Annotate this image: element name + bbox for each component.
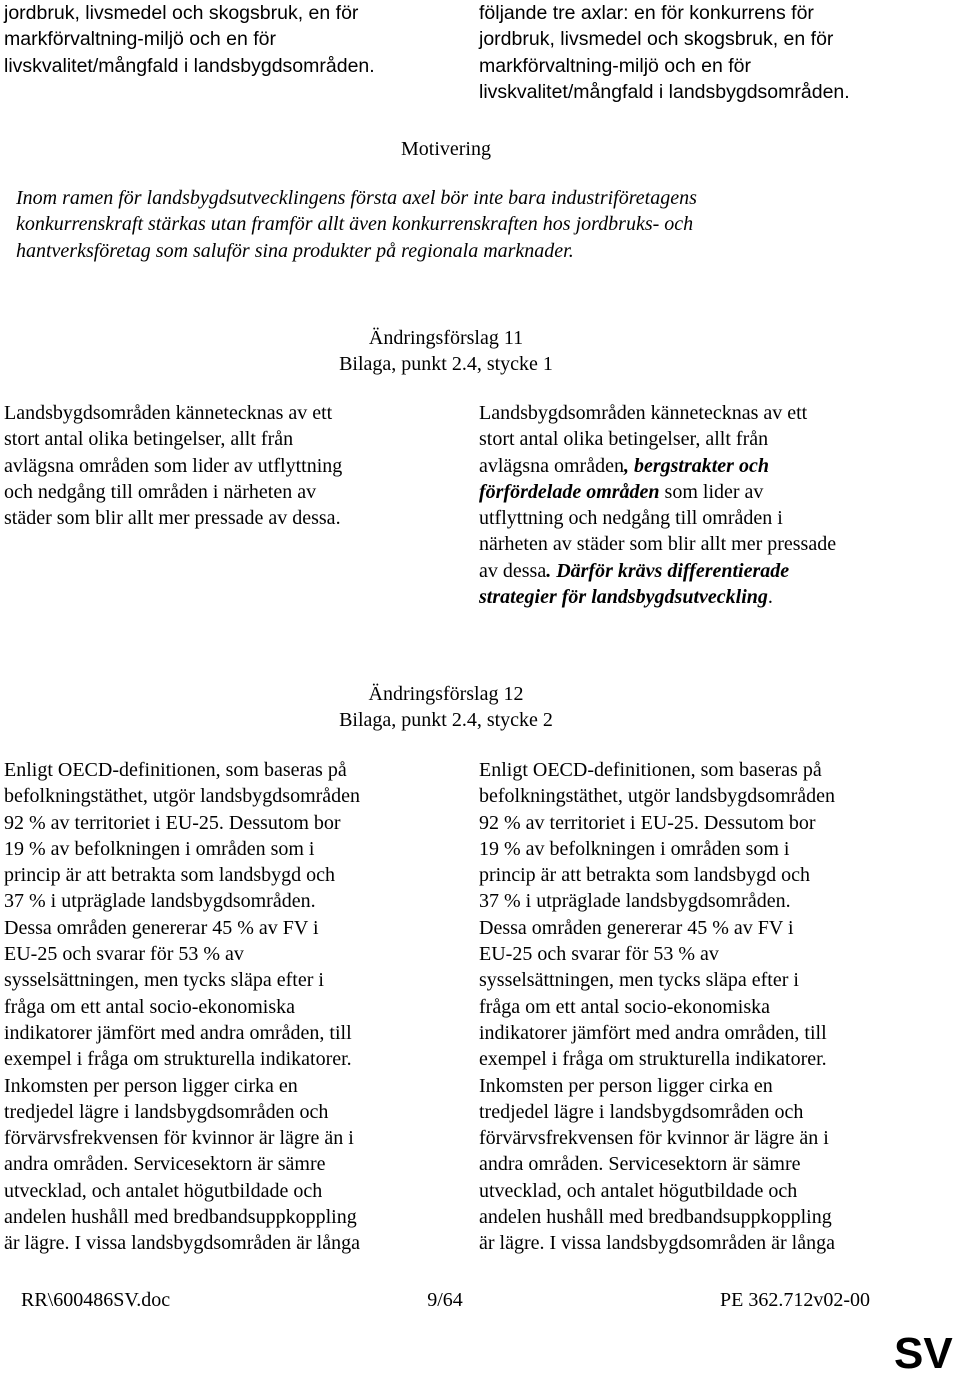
amended-text-part: Landsbygdsområden kännetecknas av ett stort antal olika betingelser, allt från avlägsna områden — [479, 402, 808, 477]
motivering-text: Inom ramen för landsbygdsutvecklingens första axel bör inte bara industriföretagens konkurrenskraft stärkas utan framför allt även konkurrenskraften hos jordbruks- och hantverksföretag som saluför sina produkter på regionala marknader. — [16, 187, 697, 262]
top-right-column: följande tre axlar: en för konkurrens för jordbruk, livsmedel och skogsbruk, en för markförvaltning-miljö och en för livskvalitet/mångfald i landsbygdsområden. — [479, 2, 850, 103]
amended-insertion: , bergstrakter och förfördelade områden — [479, 454, 769, 503]
amendment-12-title: Ändringsförslag 12 — [368, 683, 524, 705]
amendment-12-original-text: Enligt OECD-definitionen, som baseras på befolkningstäthet, utgör landsbygdsområden 92 % av territoriet i EU-25. Dessutom bor 19 % av befolkningen i områden som i princip är att betrakta som landsbygd och 37 % i utpräglade landsbygdsområden. Dessa områden genererar 45 % av FV i EU-25 och svarar för 53 % av sysselsättningen, men tycks släpa efter i fråga om ett antal socio-ekonomiska indikatorer jämfört med andra områden, till exempel i fråga om strukturella indikatorer. Inkomsten per person ligger cirka en tredjedel lägre i landsbygdsområden och förvärvsfrekvensen för kvinnor är lägre än i andra områden. Servicesektorn är sämre utvecklad, och antalet högutbildade och andelen hushåll med bredbandsuppkoppling är lägre. I vissa landsbygdsområden är långa — [4, 759, 361, 1255]
footer-doc-reference: RR\600486SV.doc — [21, 1289, 171, 1311]
top-left-column: jordbruk, livsmedel och skogsbruk, en för markförvaltning-miljö och en för livskvalitet/mångfald i landsbygdsområden. — [4, 2, 375, 77]
amendment-12-amended-text: Enligt OECD-definitionen, som baseras på befolkningstäthet, utgör landsbygdsområden 92 % av territoriet i EU-25. Dessutom bor 19 % av befolkningen i områden som i princip är att betrakta som landsbygd och 37 % i utpräglade landsbygdsområden. Dessa områden genererar 45 % av FV i EU-25 och svarar för 53 % av sysselsättningen, men tycks släpa efter i fråga om ett antal socio-ekonomiska indikatorer jämfört med andra områden, till exempel i fråga om strukturella indikatorer. Inkomsten per person ligger cirka en tredjedel lägre i landsbygdsområden och förvärvsfrekvensen för kvinnor är lägre än i andra områden. Servicesektorn är sämre utvecklad, och antalet högutbildade och andelen hushåll med bredbandsuppkoppling är lägre. I vissa landsbygdsområden är långa — [479, 759, 836, 1255]
amended-text-part: som lider av utflyttning och nedgång till områden i närheten av städer som blir allt mer pressade av dessa — [479, 480, 837, 582]
amended-text-part: . — [767, 586, 773, 609]
amended-insertion: . Därför krävs differentierade strategier för landsbygdsutveckling — [479, 559, 790, 609]
amendment-11-original-text: Landsbygdsområden kännetecknas av ett stort antal olika betingelser, allt från avlägsna områden som lider av utflyttning och nedgång till områden i närheten av städer som blir allt mer pressade av dessa. — [4, 402, 343, 530]
footer-pe-reference: PE 362.712v02-00 — [720, 1289, 870, 1311]
amendment-11-title: Ändringsförslag 11 — [368, 327, 524, 349]
amendment-11-reference: Bilaga, punkt 2.4, stycke 1 — [339, 353, 553, 375]
language-code: SV — [894, 1329, 953, 1378]
amendment-12-reference: Bilaga, punkt 2.4, stycke 2 — [339, 709, 553, 731]
footer-page-number: 9/64 — [427, 1289, 463, 1311]
motivering-heading: Motivering — [401, 138, 491, 160]
amendment-11-amended-text — [479, 400, 949, 610]
